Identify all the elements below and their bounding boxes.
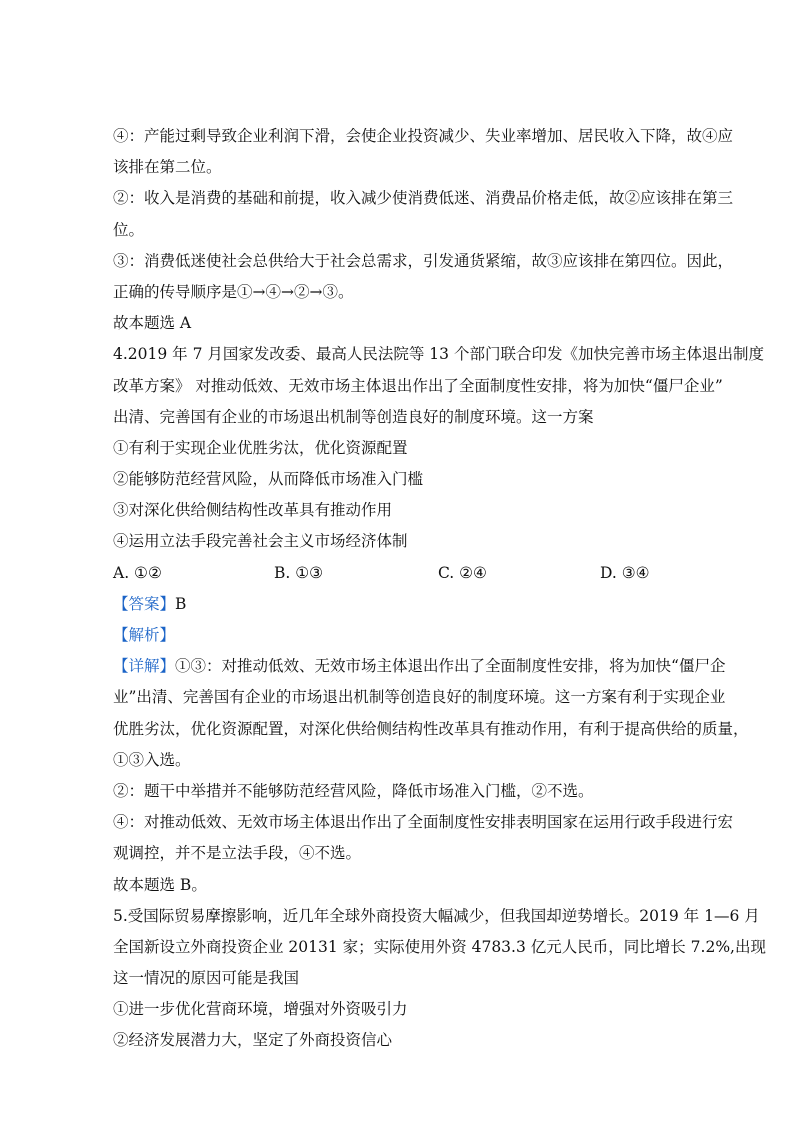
q4-item-4: ④运用立法手段完善社会主义市场经济体制 [113, 532, 408, 551]
q3-analysis-line: 该排在第二位。 [113, 158, 222, 177]
q4-item-3: ③对深化供给侧结构性改革具有推动作用 [113, 501, 393, 520]
q4-answer [113, 589, 683, 620]
detail-text: ①③：对推动低效、无效市场主体退出作出了全面制度性安排，将为加快“僵尸企 [175, 657, 726, 676]
q3-analysis-line: ③：消费低迷使社会总供给大于社会总需求，引发通货紧缩，故③应该排在第四位。因此， [113, 251, 734, 270]
q4-detail-line: 业”出清、完善国有企业的市场退出机制等创造良好的制度环境。这一方案有利于实现企业 [113, 688, 726, 707]
q4-option-d: D. ③④ [600, 563, 650, 582]
q4-option-a: A. ①② [113, 563, 162, 582]
q4-detail-line: 观调控，并不是立法手段，④不选。 [113, 844, 362, 863]
q4-conclusion: 故本题选 B。 [113, 875, 207, 894]
q4-detail-line: ②：题干中举措并不能够防范经营风险，降低市场准入门槛，②不选。 [113, 781, 594, 800]
q5-stem-line: 这一情况的原因可能是我国 [113, 969, 300, 988]
q4-option-b: B. ①③ [274, 563, 324, 582]
q3-analysis-line: ④：产能过剩导致企业利润下滑，会使企业投资减少、失业率增加、居民收入下降，故④应 [113, 127, 734, 145]
q3-analysis-line: 位。 [113, 220, 145, 239]
q4-option-c: C. ②④ [438, 563, 487, 582]
q3-analysis-line: 正确的传导顺序是①→④→②→③。 [113, 282, 354, 301]
q4-detail-line: 优胜劣汰，优化资源配置，对深化供给侧结构性改革具有推动作用，有利于提高供给的质量， [113, 719, 749, 738]
q4-item-1: ①有利于实现企业优胜劣汰，优化资源配置 [113, 438, 408, 457]
q4-stem-line: 出清、完善国有企业的市场退出机制等创造良好的制度环境。这一方案 [113, 407, 594, 426]
q4-stem-line: 改革方案》 对推动低效、无效市场主体退出作出了全面制度性安排，将为加快“僵尸企业” [113, 376, 723, 395]
q5-item-2: ②经济发展潜力大，坚定了外商投资信心 [113, 1031, 393, 1050]
analysis-tag: 【解析】 [113, 626, 176, 644]
q5-stem-line: 5.受国际贸易摩擦影响，近几年全球外商投资大幅减少，但我国却逆势增长。2019 年 1—6 月 [113, 906, 760, 925]
q3-analysis-line: ②：收入是消费的基础和前提，收入减少使消费低迷、消费品价格走低，故②应该排在第三 [113, 189, 734, 208]
q4-stem-line: 4.2019 年 7 月国家发改委、最高人民法院等 13 个部门联合印发《加快完善市场主体退出制度 [113, 345, 764, 364]
q4-detail-line: ④：对推动低效、无效市场主体退出作出了全面制度性安排表明国家在运用行政手段进行宏 [113, 813, 734, 832]
q4-detail-line [113, 651, 726, 682]
q4-analysis-heading [113, 620, 683, 651]
q4-options [113, 558, 683, 589]
document-content [113, 121, 766, 1057]
answer-tag: 【答案】 [113, 594, 176, 613]
q4-detail-line: ①③入选。 [113, 750, 191, 769]
q4-item-2: ②能够防范经营风险，从而降低市场准入门槛 [113, 470, 424, 489]
detail-tag: 【详解】 [113, 657, 176, 676]
q5-stem-line: 全国新设立外商投资企业 20131 家；实际使用外资 4783.3 亿元人民币，同比增长 7.2%,出现 [113, 937, 766, 956]
answer-value: B [175, 594, 187, 613]
q3-conclusion: 故本题选 A [113, 314, 192, 333]
q5-item-1: ①进一步优化营商环境，增强对外资吸引力 [113, 1000, 408, 1019]
